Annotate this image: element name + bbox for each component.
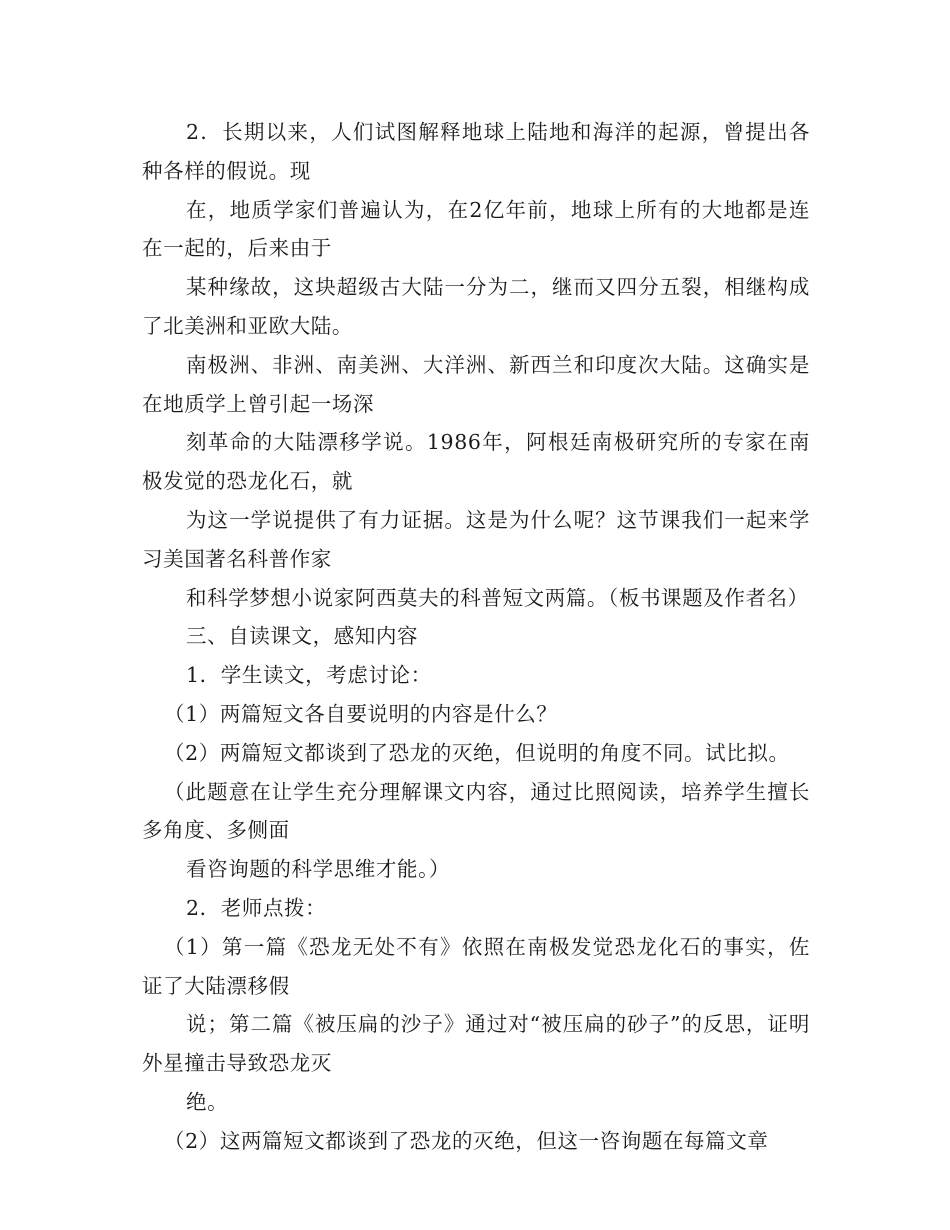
paragraph-18: （2）这两篇短文都谈到了恐龙的灭绝，但这一咨询题在每篇文章	[164, 1128, 769, 1153]
paragraph-2: 在，地质学家们普遍认为，在2亿年前，地球上所有的大地都是连在一起的，后来由于	[142, 197, 810, 261]
section-heading: 三、自读课文，感知内容	[186, 624, 419, 649]
paragraph-16: 说；第二篇《被压扁的沙子》通过对“被压扁的砂子”的反思，证明外星撞击导致恐龙灭	[142, 1012, 810, 1076]
document-body	[142, 113, 810, 1161]
paragraph-9: 1．学生读文，考虑讨论：	[186, 663, 432, 688]
question-1: （1）两篇短文各自要说明的内容是什么？	[164, 701, 558, 726]
paragraph-12: （此题意在让学生充分理解课文内容，通过比照阅读，培养学生擅长多角度、多侧面	[142, 779, 810, 843]
paragraph-15: （1）第一篇《恐龙无处不有》依照在南极发觉恐龙化石的事实，佐证了大陆漂移假	[142, 934, 810, 998]
paragraph-7: 和科学梦想小说家阿西莫夫的科普短文两篇。（板书课题及作者名）	[186, 585, 809, 610]
paragraph-1: 2．长期以来，人们试图解释地球上陆地和海洋的起源，曾提出各种各样的假说。现	[142, 120, 810, 183]
paragraph-4: 南极洲、非洲、南美洲、大洋洲、新西兰和印度次大陆。这确实是在地质学上曾引起一场深	[142, 352, 810, 416]
paragraph-5: 刻革命的大陆漂移学说。1986年，阿根廷南极研究所的专家在南极发觉的恐龙化石，就	[142, 430, 810, 494]
paragraph-6: 为这一学说提供了有力证据。这是为什么呢？这节课我们一起来学习美国著名科普作家	[142, 507, 810, 571]
paragraph-17: 绝。	[186, 1089, 229, 1114]
paragraph-13: 看咨询题的科学思维才能。）	[186, 857, 451, 882]
paragraph-14: 2．老师点拨：	[186, 895, 327, 920]
paragraph-3: 某种缘故，这块超级古大陆一分为二，继而又四分五裂，相继构成了北美洲和亚欧大陆。	[142, 275, 810, 338]
question-2: （2）两篇短文都谈到了恐龙的灭绝，但说明的角度不同。试比拟。	[164, 740, 790, 765]
